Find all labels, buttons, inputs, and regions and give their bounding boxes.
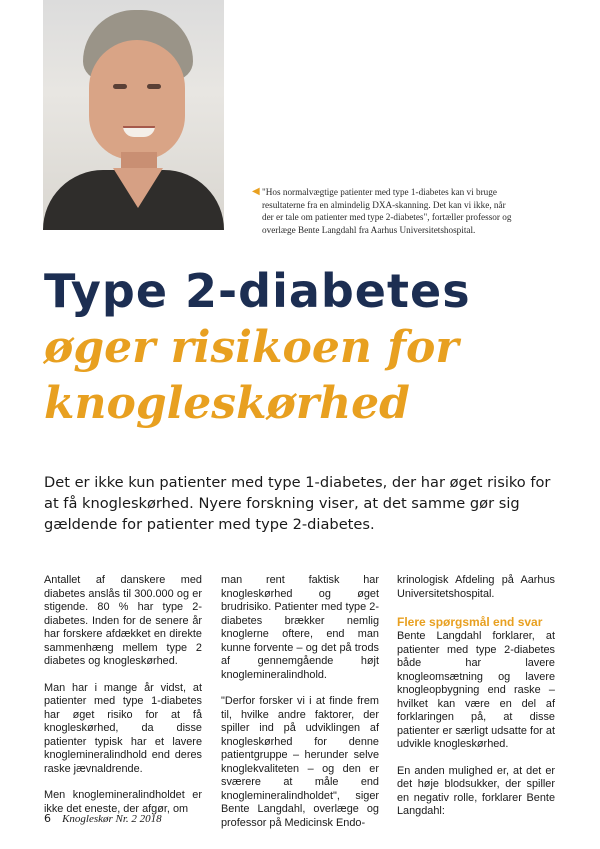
photo-face: [89, 40, 185, 160]
headline: Type 2-diabetes: [44, 264, 471, 318]
body-column-1: [44, 574, 202, 829]
portrait-photo: [43, 0, 224, 230]
paragraph: En anden mulighed er, at det er det høje blodsukker, der spiller en negativ rolle, forklarer Bente Langdahl:: [397, 764, 555, 817]
paragraph: Antallet af danskere med diabetes anslås til 300.000 og er stigende. 80 % har type 2-diabetes. Inden for de senere år har forskere afdækket en direkte sammenhæng mellem type 2 diabetes og knogleskørhed.: [44, 574, 202, 667]
lead-paragraph: Det er ikke kun patienter med type 1-diabetes, der har øget risiko for at få knogleskørhed. Nyere forskning viser, at det samme gør sig gældende for patienter med type 2-diabetes.: [44, 474, 551, 533]
magazine-issue: Knogleskør Nr. 2 2018: [62, 813, 162, 825]
paragraph: Bente Langdahl forklarer, at patienter med type 2-diabetes både har lavere knogleomsætning og lavere knogleopbygning end raske – hvilket kan være en del af forklaringen på, at disse patienter er særligt udsatte for at udvikle knogleskørhed.: [397, 630, 555, 750]
section-subheading: Flere spørgsmål end svar: [397, 615, 543, 629]
photo-eye-right: [147, 84, 161, 89]
photo-caption: "Hos normalvægtige patienter med type 1-diabetes kan vi bruge resultaterne fra en almindelig DXA-skanning. Det kan vi ikke, når der er tale om patienter med type 2-diabetes", fortæller professor og overlæge Bente Langdahl fra Aarhus Universitetshospital.: [262, 187, 512, 235]
page-number: 6: [44, 812, 51, 825]
paragraph: Men knoglemineralindholdet er ikke det eneste, der afgør, om: [44, 789, 202, 815]
paragraph: "Derfor forsker vi i at finde frem til, hvilke andre faktorer, der spiller ind på udviklingen af knogleskørhed for denne patientgruppe – herunder selve knoglekvaliteten – og den er sværere at måle end knoglemineralindholdet", siger Bente Langdahl, overlæge og professor på Medicinsk Endo-: [221, 695, 379, 829]
paragraph: man rent faktisk har knogleskørhed og øget brudrisiko. Patienter med type 2-diabetes brækker nemlig knoglerne oftere, end man kunne forvente – og det på trods af gennemgående højt knoglemineralindhold.: [221, 574, 379, 681]
page-footer: [44, 812, 162, 825]
paragraph: krinologisk Afdeling på Aarhus Universitetshospital.: [397, 574, 555, 600]
body-column-2: [221, 574, 379, 843]
subheadline: øger risikoen for knogleskørhed: [44, 322, 459, 429]
paragraph: Man har i mange år vidst, at patienter med type 1-diabetes har øget risiko for at få knogleskørhed, da disse patienter typisk har et lavere knoglemineralindhold end deres raske jævnaldrende.: [44, 681, 202, 775]
body-column-3: [397, 574, 555, 832]
photo-eye-left: [113, 84, 127, 89]
caption-arrow-icon: ◀: [252, 186, 260, 197]
